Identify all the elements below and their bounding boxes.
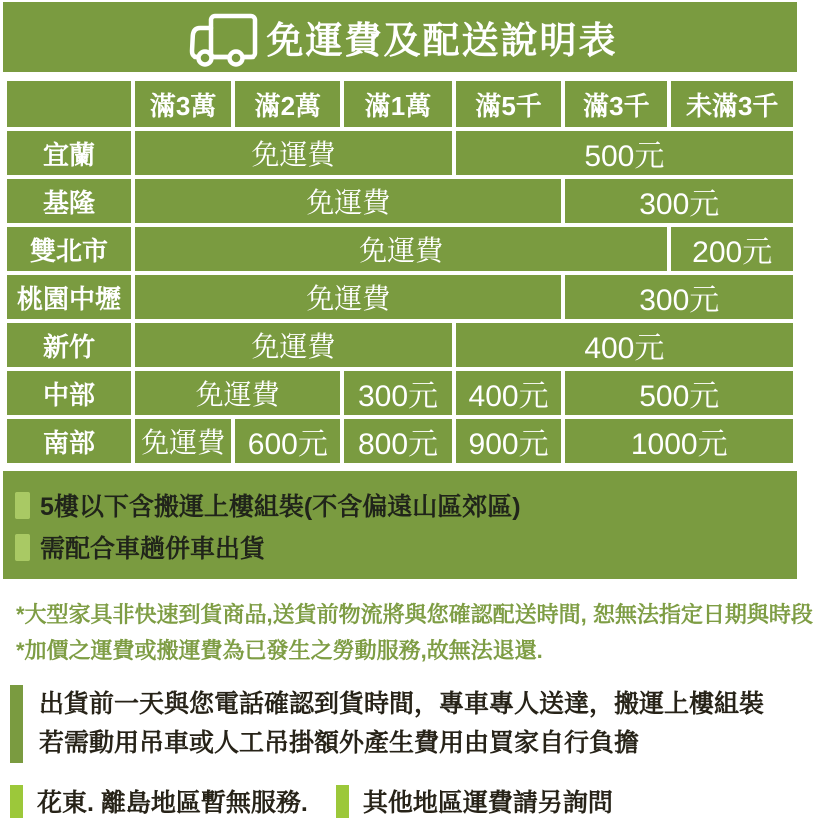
corner-cell [5, 79, 133, 129]
region-label: 基隆 [5, 177, 133, 225]
asterisk-note: *加價之運費或搬運費為已發生之勞動服務,故無法退還. [16, 638, 543, 663]
green-note-line [15, 529, 797, 565]
fee-cell: 300元 [563, 273, 795, 321]
title-band [3, 2, 797, 72]
table-row [5, 273, 795, 321]
table-row [5, 369, 795, 417]
table-row [5, 177, 795, 225]
asterisk-notes-block [0, 579, 813, 669]
free-shipping-cell: 免運費 [133, 129, 454, 177]
fee-cell: 400元 [454, 321, 795, 369]
column-header: 滿3千 [563, 79, 669, 129]
free-shipping-cell: 免運費 [133, 369, 342, 417]
region-label: 新竹 [5, 321, 133, 369]
bottom-note-text: 其他地區運費請另詢問 [362, 789, 613, 817]
region-label: 中部 [5, 369, 133, 417]
light-green-bullet [15, 492, 30, 519]
green-bar [10, 685, 23, 763]
green-note-text: 需配合車趟併車出貨 [40, 535, 266, 563]
table-row [5, 129, 795, 177]
fee-cell: 200元 [669, 225, 795, 273]
column-header: 未滿3千 [669, 79, 795, 129]
delivery-note-block [10, 685, 800, 763]
fee-cell: 900元 [454, 417, 564, 465]
light-green-bullet [15, 534, 30, 561]
region-label: 宜蘭 [5, 129, 133, 177]
free-shipping-cell: 免運費 [133, 417, 233, 465]
table-row [5, 321, 795, 369]
delivery-note-line: 若需動用吊車或人工吊掛額外產生費用由買家自行負擔 [39, 729, 640, 757]
fee-cell: 400元 [454, 369, 564, 417]
free-shipping-cell: 免運費 [133, 225, 669, 273]
fee-table-head-row [5, 79, 795, 129]
fee-cell: 500元 [563, 369, 795, 417]
column-header: 滿5千 [454, 79, 564, 129]
column-header: 滿1萬 [342, 79, 453, 129]
column-header: 滿3萬 [133, 79, 233, 129]
green-note-text: 5樓以下含搬運上樓組裝(不含偏遠山區郊區) [40, 493, 521, 521]
region-label: 桃園中壢 [5, 273, 133, 321]
fee-cell: 600元 [233, 417, 342, 465]
free-shipping-cell: 免運費 [133, 273, 564, 321]
page-title: 免運費及配送說明表 [266, 20, 618, 61]
free-shipping-cell: 免運費 [133, 321, 454, 369]
green-note-line [15, 487, 797, 523]
bottom-note-item [10, 783, 308, 819]
bottom-note-item [336, 783, 613, 819]
fee-cell: 500元 [454, 129, 795, 177]
delivery-note-line: 出貨前一天與您電話確認到貨時間，專車專人送達，搬運上樓組裝 [39, 690, 765, 718]
region-label: 雙北市 [5, 225, 133, 273]
table-row [5, 225, 795, 273]
fee-cell: 300元 [342, 369, 453, 417]
lime-bar [336, 785, 349, 818]
region-label: 南部 [5, 417, 133, 465]
fee-table [3, 77, 797, 467]
bottom-note-text: 花東. 離島地區暫無服務. [37, 789, 308, 817]
truck-icon [183, 11, 261, 67]
column-header: 滿2萬 [233, 79, 342, 129]
asterisk-note: *大型家具非快速到貨商品,送貨前物流將與您確認配送時間, 恕無法指定日期與時段 [16, 602, 813, 627]
table-row [5, 417, 795, 465]
shipping-info-page [0, 2, 813, 817]
lime-bar [10, 785, 23, 818]
fee-cell: 800元 [342, 417, 453, 465]
fee-cell: 1000元 [563, 417, 795, 465]
fee-cell: 300元 [563, 177, 795, 225]
green-notes-block [3, 467, 797, 579]
bottom-notes-block [10, 783, 800, 819]
free-shipping-cell: 免運費 [133, 177, 564, 225]
fee-table-body [5, 129, 795, 465]
